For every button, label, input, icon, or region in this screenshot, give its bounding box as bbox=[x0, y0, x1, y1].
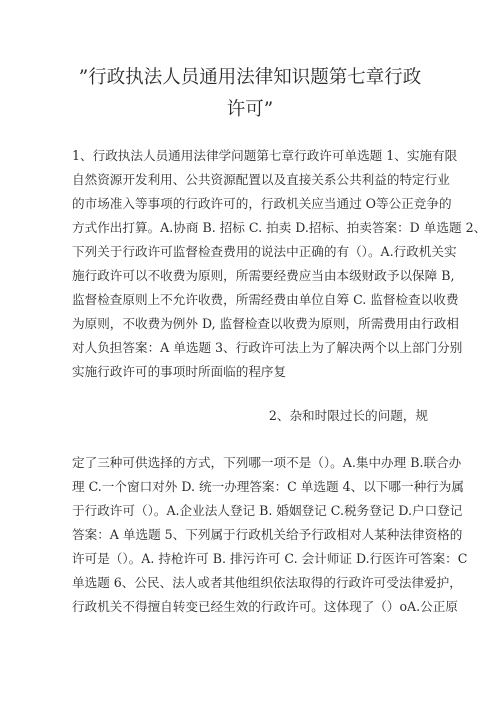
document-title-line-2: 许可” bbox=[226, 99, 274, 120]
body-line: 理 C.一个窗口对外 D. 统一办理答案：C 单选题 4、以下哪一种行为属 bbox=[72, 479, 464, 494]
body-line: 自然资源开发利用、公共资源配置以及直接关系公共利益的特定行业 bbox=[72, 172, 450, 187]
body-line: 监督检查原则上不允许收费，所需经费由单位自筹 C. 监督检查以收费 bbox=[72, 292, 459, 307]
body-line: 对人负担答案：A 单选题 3、行政许可法上为了解决两个以上部门分别 bbox=[72, 340, 463, 355]
body-line: 方式作出打算。A.协商 B. 招标 C. 拍卖 D.招标、拍卖答案：D 单选题 2、 bbox=[72, 220, 487, 235]
body-line: 的市场准入等事项的行政许可的，行政机关应当通过 O等公正竞争的 bbox=[72, 196, 452, 211]
body-line: 为原则，不收费为例外 D, 监督检查以收费为原则，所需费用由行政相 bbox=[72, 316, 459, 331]
body-line: 答案：A 单选题 5、下列属于行政机关给予行政相对人某种法律资格的 bbox=[72, 527, 463, 542]
document-title-line-1: ”行政执法人员通用法律知识题第七章行政 bbox=[78, 67, 422, 88]
body-line: 实施行政许可的事项时所面临的程序复 bbox=[72, 364, 287, 379]
body-line: 施行政许可以不收费为原则，所需要经费应当由本级财政予以保障 B, bbox=[72, 268, 455, 283]
body-line: 下列关于行政许可监督检查费用的说法中正确的有（）。A.行政机关实 bbox=[72, 244, 457, 259]
body-line: 1、行政执法人员通用法律学问题第七章行政许可单选题 1、实施有限 bbox=[72, 148, 458, 163]
body-line-right: 2、杂和时限过长的问题，规 bbox=[268, 408, 428, 423]
body-line: 单选题 6、公民、法人或者其他组织依法取得的行政许可受法律爱护， bbox=[72, 575, 462, 590]
body-line: 定了三种可供选择的方式，下列哪一项不是（）。A.集中办理 B.联合办 bbox=[72, 455, 462, 470]
body-line: 行政机关不得擅自转变已经生效的行政许可。这体现了（）oA.公正原 bbox=[72, 599, 458, 614]
body-line: 许可是（）。A. 持枪许可 B. 排污许可 C. 会计师证 D.行医许可答案：C bbox=[72, 551, 468, 566]
body-line: 于行政许可（）。A.企业法人登记 B. 婚姻登记 C.税务登记 D.户口登记 bbox=[72, 503, 463, 518]
